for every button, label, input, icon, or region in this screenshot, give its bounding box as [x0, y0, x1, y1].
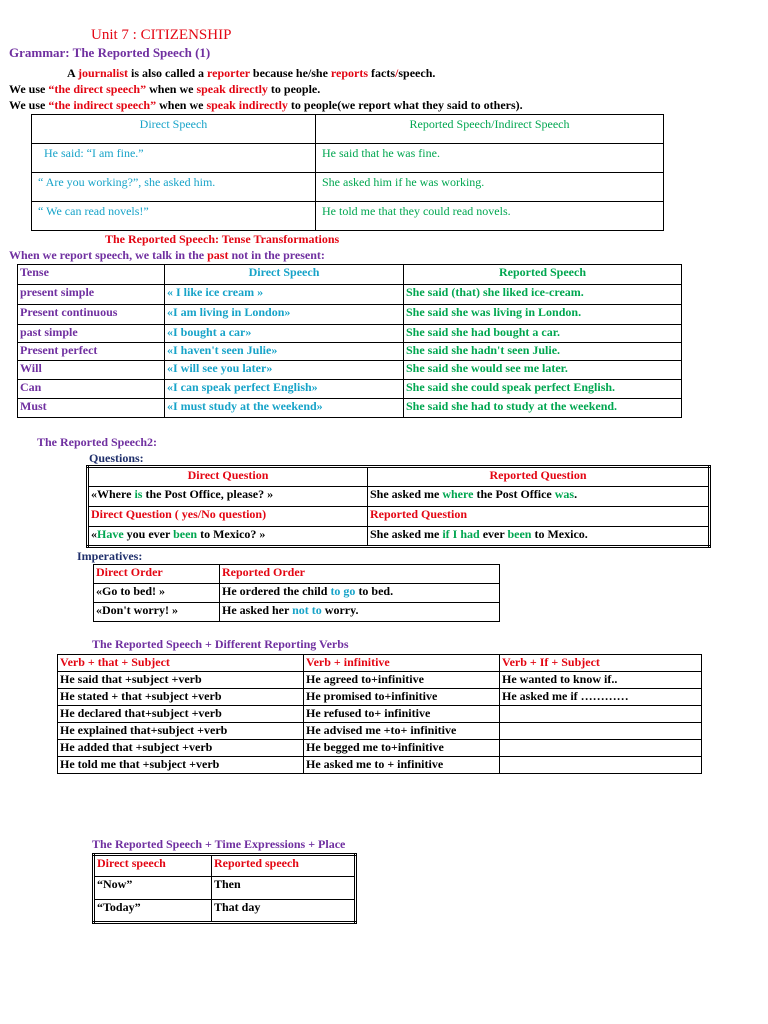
table-cell: She asked me if I had ever been to Mexico. [368, 527, 710, 547]
table-header: Direct Question [88, 467, 368, 487]
table-cell: He explained that+subject +verb [58, 723, 304, 740]
table-cell: She said she could speak perfect English. [404, 380, 682, 399]
table-cell: Present perfect [18, 343, 165, 361]
table-header: Reported Question [368, 507, 710, 527]
table-cell: He declared that+subject +verb [58, 706, 304, 723]
table-cell: «I can speak perfect English» [165, 380, 404, 399]
table-cell: «Where is the Post Office, please? » [88, 487, 368, 507]
table-cell: «I haven't seen Julie» [165, 343, 404, 361]
intro-line-2: We use “the direct speech” when we speak directly to people. [9, 82, 321, 96]
table-cell: He asked me if ………… [500, 689, 702, 706]
grammar-heading: Grammar: The Reported Speech (1) [9, 45, 211, 60]
table-cell: He begged me to+infinitive [304, 740, 500, 757]
table-cell: Will [18, 361, 165, 380]
table-header: Direct speech [94, 855, 212, 877]
table-cell: «Have you ever been to Mexico? » [88, 527, 368, 547]
table-cell: «Go to bed! » [94, 584, 220, 603]
table-cell: «I am living in London» [165, 305, 404, 325]
speech-examples-table [31, 114, 664, 231]
table-cell: past simple [18, 325, 165, 343]
imperatives-table [93, 564, 500, 622]
unit-title: Unit 7 : CITIZENSHIP [91, 27, 232, 43]
table-header: Verb + that + Subject [58, 655, 304, 672]
table-cell: That day [212, 900, 356, 923]
table-cell: present simple [18, 285, 165, 305]
table-cell: «Don't worry! » [94, 603, 220, 622]
tense-table [17, 264, 682, 418]
table-cell: «I will see you later» [165, 361, 404, 380]
table-header: Reported speech [212, 855, 356, 877]
table-cell: She asked him if he was working. [316, 173, 664, 202]
table-cell: « I like ice cream » [165, 285, 404, 305]
table-header: Reported Order [220, 565, 500, 584]
table-cell: “ Are you working?”, she asked him. [32, 173, 316, 202]
intro-line-1: A journalist is also called a reporter because he/she reports facts/speech. [67, 66, 436, 80]
when-line: When we report speech, we talk in the past not in the present: [9, 248, 325, 262]
table-cell: He said that +subject +verb [58, 672, 304, 689]
table-cell: She said she would see me later. [404, 361, 682, 380]
imperatives-label: Imperatives: [77, 549, 143, 563]
table-cell: Can [18, 380, 165, 399]
reporting-verbs-table [57, 654, 702, 774]
table-cell: He wanted to know if.. [500, 672, 702, 689]
table-cell [500, 757, 702, 774]
table-cell: «I must study at the weekend» [165, 399, 404, 418]
questions-label: Questions: [89, 451, 144, 465]
table-cell: She said she had to study at the weekend. [404, 399, 682, 418]
intro-line-3: We use “the indirect speech” when we speak indirectly to people(we report what they said to others). [9, 98, 523, 112]
table-cell: She said she was living in London. [404, 305, 682, 325]
table-cell: She asked me where the Post Office was. [368, 487, 710, 507]
questions-table [86, 465, 711, 548]
table-header: Tense [18, 265, 165, 285]
table-cell: She said (that) she liked ice-cream. [404, 285, 682, 305]
table-cell: He asked her not to worry. [220, 603, 500, 622]
table-header: Direct Speech [165, 265, 404, 285]
table-cell: He stated + that +subject +verb [58, 689, 304, 706]
table-cell: Must [18, 399, 165, 418]
table-cell: “ We can read novels!” [32, 202, 316, 231]
time-expressions-table [92, 853, 357, 924]
table-header: Verb + infinitive [304, 655, 500, 672]
table-cell: She said she had bought a car. [404, 325, 682, 343]
table-cell: “Today” [94, 900, 212, 923]
table-cell [500, 723, 702, 740]
table-cell: He advised me +to+ infinitive [304, 723, 500, 740]
time-expressions-heading: The Reported Speech + Time Expressions + Place [92, 837, 346, 851]
table-cell: He added that +subject +verb [58, 740, 304, 757]
reported-speech-2-heading: The Reported Speech2: [37, 435, 157, 449]
table-cell [500, 706, 702, 723]
table-cell: He ordered the child to go to bed. [220, 584, 500, 603]
table-header: Direct Question ( yes/No question) [88, 507, 368, 527]
table-cell: He told me that +subject +verb [58, 757, 304, 774]
table-cell: He asked me to + infinitive [304, 757, 500, 774]
table-cell: He said: “I am fine.” [32, 144, 316, 173]
table-header: Reported Speech/Indirect Speech [316, 115, 664, 144]
table-header: Reported Speech [404, 265, 682, 285]
reporting-verbs-heading: The Reported Speech + Different Reporting Verbs [92, 637, 349, 651]
table-cell: He said that he was fine. [316, 144, 664, 173]
table-cell: He agreed to+infinitive [304, 672, 500, 689]
table-cell: He promised to+infinitive [304, 689, 500, 706]
table-header: Direct Order [94, 565, 220, 584]
table-header: Reported Question [368, 467, 710, 487]
table-cell: He refused to+ infinitive [304, 706, 500, 723]
table-cell: “Now” [94, 877, 212, 900]
table-cell: Then [212, 877, 356, 900]
table-cell: She said she hadn't seen Julie. [404, 343, 682, 361]
table-cell: «I bought a car» [165, 325, 404, 343]
table-cell: He told me that they could read novels. [316, 202, 664, 231]
table-header: Direct Speech [32, 115, 316, 144]
table-cell: Present continuous [18, 305, 165, 325]
table-cell [500, 740, 702, 757]
table-header: Verb + If + Subject [500, 655, 702, 672]
tense-heading: The Reported Speech: Tense Transformations [105, 232, 340, 246]
